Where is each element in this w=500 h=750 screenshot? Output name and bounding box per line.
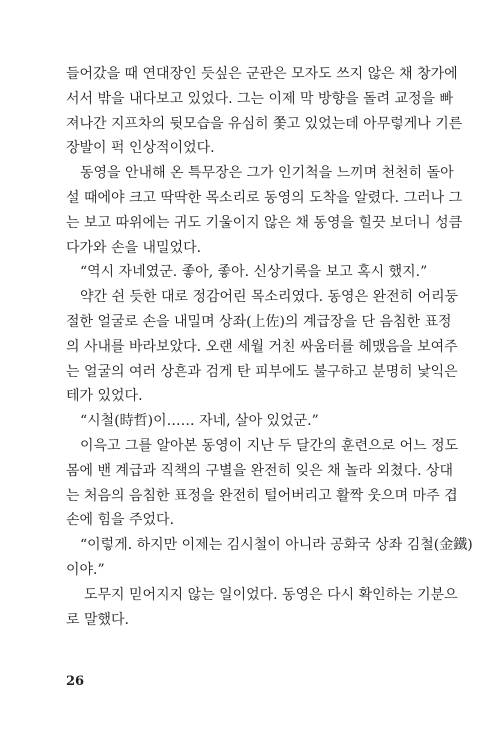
- text-line: 는 보고 따위에는 귀도 기울이지 않은 채 동영을 힐끗 보더니 성큼: [66, 214, 463, 231]
- text-line: 테가 있었다.: [66, 388, 143, 405]
- text-line: 손에 힘을 주었다.: [66, 512, 175, 529]
- text-line: 장발이 퍽 인상적이었다.: [66, 140, 215, 157]
- page-number: 26: [66, 674, 85, 689]
- text-line: 서서 밖을 내다보고 있었다. 그는 이제 막 방향을 돌려 교정을 빠: [66, 90, 454, 107]
- text-line: 들어갔을 때 연대장인 듯싶은 군관은 모자도 쓰지 않은 채 창가에: [66, 66, 458, 82]
- text-line: 져나간 지프차의 뒷모습을 유심히 쫓고 있었는데 아무렇게나 기른: [66, 115, 463, 132]
- text-line: 다가와 손을 내밀었다.: [66, 239, 202, 256]
- text-line: 동영을 안내해 온 특무장은 그가 인기척을 느끼며 천천히 돌아: [80, 165, 454, 182]
- text-line: 이야.”: [66, 561, 105, 578]
- body-text: [66, 62, 473, 632]
- text-line: 는 처음의 음침한 표정을 완전히 털어버리고 활짝 웃으며 마주 겹: [66, 487, 458, 504]
- text-line: “이렇게. 하지만 이제는 김시철이 아니라 공화국 상좌 김철(金鐵): [80, 537, 473, 554]
- text-line: 는 얼굴의 여러 상흔과 검게 탄 피부에도 불구하고 분명히 낯익은: [66, 363, 458, 380]
- text-line: 절한 얼굴로 손을 내밀며 상좌(上佐)의 계급장을 단 음침한 표정: [66, 313, 452, 330]
- text-line: 약간 쉰 듯한 대로 정감어린 목소리였다. 동영은 완전히 어리둥: [80, 289, 459, 306]
- text-line: 몸에 밴 계급과 직책의 구별을 완전히 잊은 채 놀라 외쳤다. 상대: [66, 462, 454, 479]
- text-line: 도무지 믿어지지 않는 일이었다. 동영은 다시 확인하는 기분으: [84, 586, 458, 603]
- text-line: “시철(時哲)이…… 자네, 살아 있었군.”: [80, 413, 319, 430]
- text-line: 이윽고 그를 알아본 동영이 지난 두 달간의 훈련으로 어느 정도: [80, 437, 459, 454]
- text-line: 의 사내를 바라보았다. 오랜 세월 거친 싸움터를 헤맸음을 보여주: [66, 338, 458, 355]
- text-line: 설 때에야 크고 딱딱한 목소리로 동영의 도착을 알렸다. 그러나 그: [66, 189, 463, 206]
- text-line: 로 말했다.: [66, 611, 129, 628]
- text-line: “역시 자네였군. 좋아, 좋아. 신상기록을 보고 혹시 했지.”: [80, 264, 428, 281]
